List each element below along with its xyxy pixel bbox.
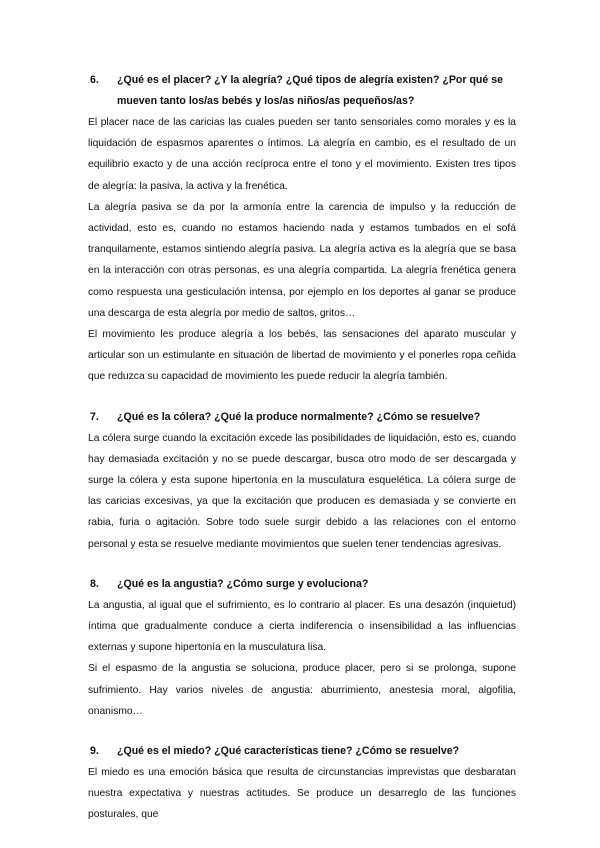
- answer-paragraph: Si el espasmo de la angustia se soluciona, produce placer, pero si se prolonga, supone sufrimiento. Hay varios niveles de angustia: aburrimiento, anestesia moral, algofilia, onanismo…: [88, 663, 516, 717]
- answer-paragraph: El movimiento les produce alegría a los bebés, las sensaciones del aparato muscular y articular son un estimulante en situación de libertad de movimiento y el ponerles ropa ceñida que reduzca su capacidad de movimiento les puede reducir la alegría también.: [88, 329, 516, 383]
- question-text: ¿Qué es el placer? ¿Y la alegría? ¿Qué tipos de alegría existen? ¿Por qué se mueven tanto los/as bebés y los/as niños/as pequeños/as?: [117, 74, 504, 107]
- section-8: [88, 574, 516, 722]
- answer-paragraph: La cólera surge cuando la excitación excede las posibilidades de liquidación, esto es, cuando hay demasiada excitación y no se puede descargar, busca otro modo de ser descargada y surge la cólera y esta supone hipertonía en la musculatura esquelética. La cólera surge de las caricias excesivas, ya que la excitación que producen es demasiada y se convierte en rabia, furia o agitación. Sobre todo suele surgir debido a las relaciones con el entorno personal y esta se resuelve mediante movimientos que suelen tener tendencias agresivas.: [88, 432, 516, 550]
- question-heading: [88, 407, 516, 428]
- question-text: ¿Qué es la angustia? ¿Cómo surge y evoluciona?: [117, 577, 369, 590]
- answer-paragraph: El miedo es una emoción básica que resulta de circunstancias imprevistas que desbaratan nuestra expectativa y nuestras actitudes. Se produce un desarreglo de las funciones posturales, que: [88, 767, 516, 821]
- question-number: 7.: [90, 410, 99, 423]
- question-number: 8.: [90, 577, 99, 590]
- answer-paragraph: La alegría pasiva se da por la armonía entre la carencia de impulso y la reducción de actividad, esto es, cuando no estamos haciendo nada y estamos tumbados en el sofá tranquilamente, estamos sintiendo alegría pasiva. La alegría activa es la alegría que se basa en la interacción con otras personas, es una alegría compartida. La alegría frenética genera como respuesta una gesticulación intensa, por ejemplo en los deportes al ganar se produce una descarga de esta alegría por medio de saltos, gritos…: [88, 201, 516, 319]
- question-text: ¿Qué es la cólera? ¿Qué la produce normalmente? ¿Cómo se resuelve?: [117, 410, 481, 423]
- question-number: 9.: [90, 745, 99, 758]
- question-heading: [88, 574, 516, 595]
- question-number: 6.: [90, 74, 99, 86]
- section-9: [88, 741, 516, 826]
- answer-paragraph: El placer nace de las caricias las cuales pueden ser tanto sensoriales como morales y es la liquidación de espasmos aparentes o íntimos. La alegría en cambio, es el resultado de un equilibrio exacto y de una acción recíproca entre el tono y el movimiento. Existen tres tipos de alegría: la pasiva, la activa y la frenética.: [88, 117, 516, 192]
- section-6: [88, 70, 516, 388]
- question-heading: [88, 741, 516, 762]
- question-heading: [88, 70, 516, 112]
- answer-paragraph: La angustia, al igual que el sufrimiento, es lo contrario al placer. Es una desazón (inquietud) íntima que gradualmente conduce a cierta indiferencia o insensibilidad a las influencias externas y supone hipertonía en la musculatura lisa.: [88, 599, 516, 654]
- section-7: [88, 407, 516, 555]
- question-text: ¿Qué es el miedo? ¿Qué características tiene? ¿Cómo se resuelve?: [117, 745, 460, 758]
